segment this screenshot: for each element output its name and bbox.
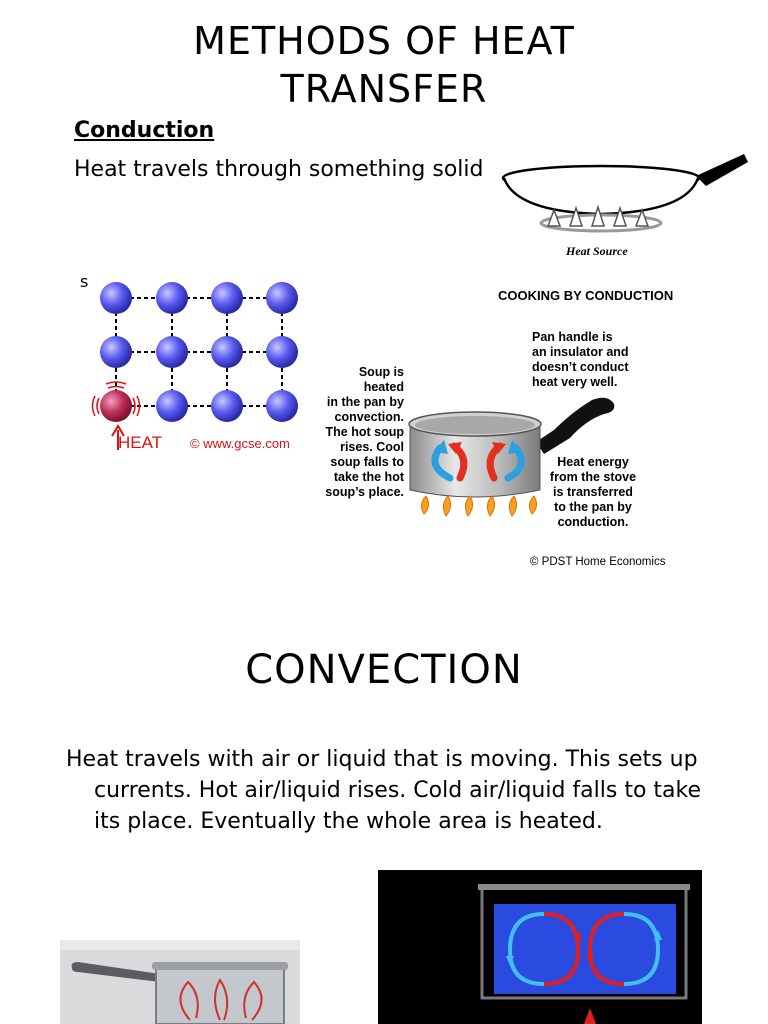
- convection-currents-diagram: [378, 870, 702, 1024]
- gcse-credit: © www.gcse.com: [190, 436, 290, 451]
- cooking-diagram-title: COOKING BY CONDUCTION: [498, 288, 674, 303]
- convection-heading: CONVECTION: [245, 647, 523, 693]
- soup-convection-note: Soup is heated in the pan by convection. The hot soup rises. Cool soup falls to take the hot soup’s place.: [325, 365, 404, 499]
- stray-character: s: [80, 272, 89, 291]
- saucepan-photo: [60, 940, 300, 1024]
- heat-source-label: Heat Source: [566, 244, 628, 258]
- page-title-line-2: TRANSFER: [280, 67, 488, 111]
- heat-energy-note: Heat energy from the stove is transferred to the pan by conduction.: [549, 455, 637, 529]
- convection-description: Heat travels with air or liquid that is moving. This sets up currents. Hot air/liquid rises. Cold air/liquid falls to take its place. Eventually the whole area is heated.: [66, 747, 702, 834]
- pdst-credit: © PDST Home Economics: [530, 556, 666, 568]
- particle-lattice-diagram: [88, 276, 310, 456]
- page-title-line-1: METHODS OF HEAT: [193, 19, 575, 63]
- pan-handle-note: Pan handle is an insulator and doesn’t conduct heat very well.: [532, 330, 629, 389]
- heat-label: HEAT: [118, 433, 163, 452]
- conduction-description: Heat travels through something solid: [74, 157, 484, 182]
- frying-pan-illustration: [496, 150, 752, 245]
- conduction-heading: Conduction: [74, 118, 215, 143]
